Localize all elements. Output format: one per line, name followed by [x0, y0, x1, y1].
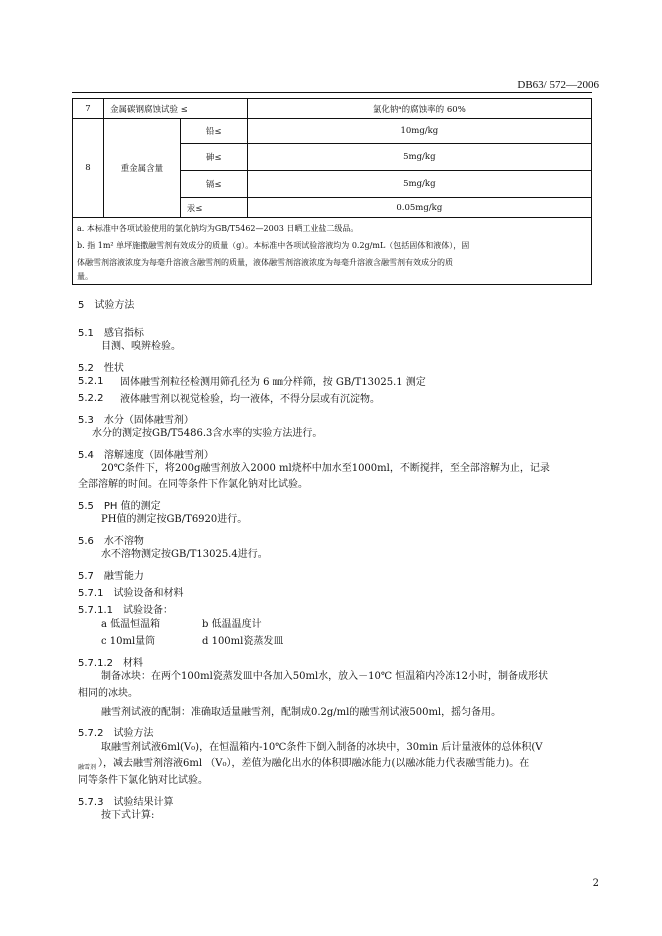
section-5-7-3-body: 按下式计算:	[101, 810, 155, 821]
section-5-6-body: 水不溶物测定按GB/T13025.4进行。	[101, 549, 268, 560]
section-5-3-body: 水分的测定按GB/T5486.3含水率的实验方法进行。	[92, 428, 323, 439]
method-line3: 同等条件下氯化钠对比试验。	[78, 775, 208, 786]
note-b-line2: 体融雪剂溶液浓度为每毫升溶液含融雪剂的质量，液体融雪剂溶液浓度为每毫升溶液含融雪剂有效成分的质	[77, 258, 453, 267]
equipment-d: d 100ml瓷蒸发皿	[202, 636, 284, 647]
materials-line3: 融雪剂试液的配制：准确取适量融雪剂，配制成0.2g/ml的融雪剂试液500ml，摇匀备用。	[101, 707, 502, 718]
section-5-7-3-heading: 5.7.3 试验结果计算	[78, 797, 174, 808]
note-b-line3: 量。	[77, 272, 93, 281]
section-5-7-1-1-heading: 5.7.1.1 试验设备：	[78, 605, 173, 616]
method-line2: ），减去融雪剂溶液6ml （V₀），差值为融化出水的体积即融冰能力(以融冰能力代表融雪能力)。在	[98, 758, 530, 769]
equipment-a: a 低温恒温箱	[101, 619, 161, 630]
method-subscript: 融雪剂	[78, 764, 97, 771]
section-5-5-heading: 5.5 PH 值的测定	[78, 501, 161, 512]
method-line1: 取融雪剂试液6ml(V₀)，在恒温箱内-10℃条件下倒入制备的冰块中，30min 后计量液体的总体积(V	[101, 742, 543, 753]
section-5-4-body-line1: 20℃条件下，将200g融雪剂放入2000 ml烧杯中加水至1000ml，不断搅拌，至全部溶解为止，记录	[101, 463, 550, 474]
section-5-7-heading: 5.7 融雪能力	[78, 571, 144, 582]
section-5-heading: 5 试验方法	[78, 300, 135, 311]
note-b-line1: b. 指 1m² 单坪施撒融雪剂有效成分的质量（g）。本标准中各项试验溶液均为 0.2g/mL（包括固体和液体），固	[77, 241, 470, 250]
equipment-c: c 10ml量筒	[101, 636, 156, 647]
section-5-4-body-line2: 全部溶解的时间。在同等条件下作氯化钠对比试验。	[78, 479, 308, 490]
document-number: DB63/ 572—2006	[517, 79, 599, 91]
section-5-2-2-text: 液体融雪剂以视觉检验，均一液体，不得分层或有沉淀物。	[120, 394, 380, 405]
row-item: 重金属含量	[103, 119, 180, 218]
section-5-2-1-text: 固体融雪剂粒径检测用筛孔径为 6 ㎜分样筛，按 GB/T13025.1 测定	[120, 377, 426, 388]
spec-table	[72, 98, 592, 218]
section-5-2-2-number: 5.2.2	[78, 393, 104, 404]
note-a: a. 本标准中各项试验使用的氯化钠均为GB/T5462—2003 日晒工业盐二级品。	[77, 224, 359, 233]
section-5-7-1-2-heading: 5.7.1.2 材料	[78, 658, 143, 669]
table-notes	[72, 218, 592, 285]
section-5-2-heading: 5.2 性状	[78, 363, 124, 374]
section-5-2-1-number: 5.2.1	[78, 376, 104, 387]
header-rule	[72, 92, 592, 93]
table-row	[73, 119, 592, 144]
materials-line2: 相同的冰块。	[78, 688, 138, 699]
metal-name: 砷≤	[180, 144, 247, 171]
section-5-4-heading: 5.4 溶解速度（固体融雪剂）	[78, 450, 214, 461]
equipment-b: b 低温温度计	[202, 619, 262, 630]
table-row	[73, 99, 592, 119]
row-number: 7	[73, 99, 104, 119]
metal-name: 铅≤	[180, 119, 247, 144]
row-value: 氯化钠ᵃ的腐蚀率的 60%	[247, 99, 591, 119]
section-5-5-body: PH值的测定按GB/T6920进行。	[101, 514, 248, 525]
section-5-6-heading: 5.6 水不溶物	[78, 536, 144, 547]
metal-limit: 10mg/kg	[247, 119, 591, 144]
metal-name: 镉≤	[180, 171, 247, 198]
materials-line1: 制备冰块：在两个100ml瓷蒸发皿中各加入50ml水，放入－10℃ 恒温箱内冷冻12小时，制备成形状	[101, 671, 548, 682]
section-5-1-body: 目测、嗅辨检验。	[101, 341, 181, 352]
row-item: 金属碳钢腐蚀试验 ≤	[103, 99, 247, 119]
row-number: 8	[73, 119, 104, 218]
section-5-1-heading: 5.1 感官指标	[78, 328, 144, 339]
metal-limit: 5mg/kg	[247, 144, 591, 171]
metal-name: 汞≤	[180, 198, 247, 218]
metal-limit: 0.05mg/kg	[247, 198, 591, 218]
section-5-7-1-heading: 5.7.1 试验设备和材料	[78, 588, 184, 599]
section-5-7-2-heading: 5.7.2 试验方法	[78, 728, 154, 739]
metal-limit: 5mg/kg	[247, 171, 591, 198]
section-5-3-heading: 5.3 水分（固体融雪剂）	[78, 415, 194, 426]
page-number: 2	[592, 878, 599, 889]
